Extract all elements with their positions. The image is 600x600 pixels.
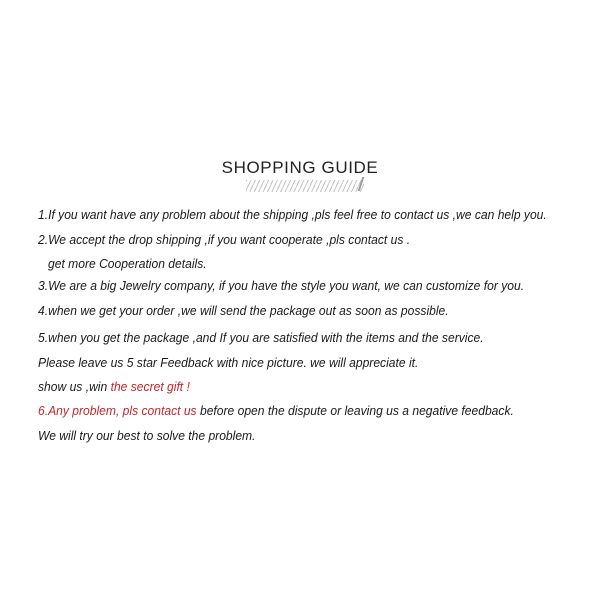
title-stripe-decoration (246, 180, 364, 192)
guide-line-6-solve: We will try our best to solve the problem. (38, 428, 256, 443)
guide-line-3: 3.We are a big Jewelry company, if you have the style you want, we can customize for you. (38, 278, 525, 293)
contact-us-highlight: Any problem, pls contact us (48, 403, 197, 418)
secret-gift-highlight: the secret gift ! (110, 379, 190, 394)
guide-line-6 (38, 403, 514, 418)
guide-line-5: 5.when you get the package ,and If you are satisfied with the items and the service. (38, 330, 484, 345)
guide-line-1: 1.If you want have any problem about the shipping ,pls feel free to contact us ,we can help you. (38, 207, 547, 222)
guide-line-4: 4.when we get your order ,we will send the package out as soon as possible. (38, 303, 449, 318)
gift-prefix-text: show us ,win (38, 379, 111, 394)
line-6-number: 6. (38, 403, 49, 418)
guide-line-5-gift (38, 379, 190, 394)
shopping-guide-title: SHOPPING GUIDE (221, 158, 379, 177)
guide-line-2-continued: get more Cooperation details. (48, 256, 207, 271)
guide-line-5-feedback: Please leave us 5 star Feedback with nice picture. we will appreciate it. (38, 355, 419, 370)
guide-line-2: 2.We accept the drop shipping ,if you want cooperate ,pls contact us . (38, 232, 411, 247)
line-6-suffix: before open the dispute or leaving us a negative feedback. (196, 403, 514, 418)
